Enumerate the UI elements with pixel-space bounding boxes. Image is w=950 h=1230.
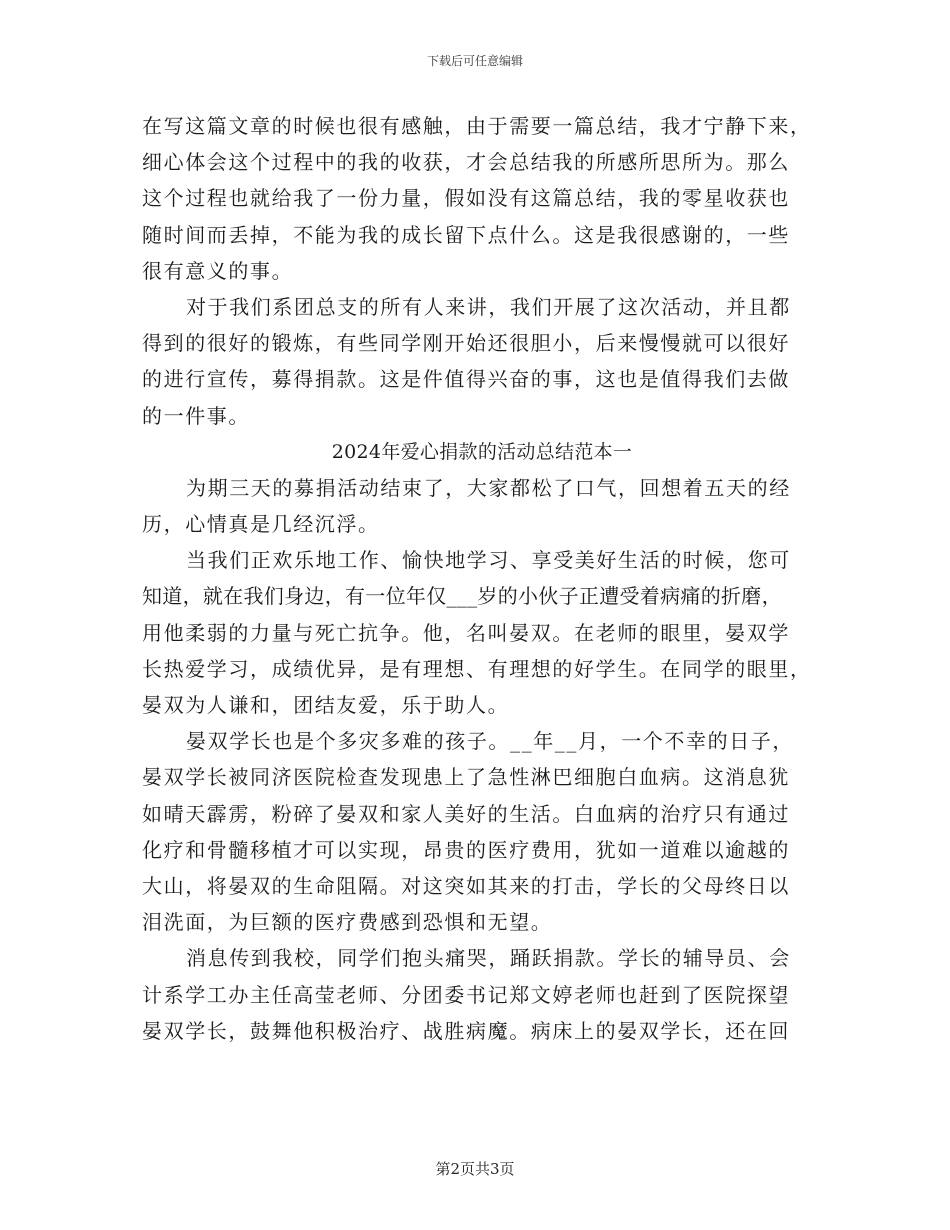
text-line: 大山，将晏双的生命阻隔。对这突如其来的打击，学长的父母终日以 bbox=[142, 873, 790, 898]
document-body bbox=[142, 108, 822, 1049]
text-line: 化疗和骨髓移植才可以实现，昂贵的医疗费用，犹如一道难以逾越的 bbox=[142, 837, 790, 862]
text-line: 对于我们系团总支的所有人来讲，我们开展了这次活动，并且都 bbox=[186, 294, 791, 319]
text-line: 知道，就在我们身边，有一位年仅___岁的小伙子正遭受着病痛的折磨， bbox=[142, 584, 782, 609]
text-line: 用他柔弱的力量与死亡抗争。他，名叫晏双。在老师的眼里，晏双学 bbox=[142, 620, 790, 645]
text-line: 历，心情真是几经沉浮。 bbox=[142, 512, 380, 537]
text-line: 当我们正欢乐地工作、愉快地学习、享受美好生活的时候，您可 bbox=[186, 548, 791, 573]
section-title: 2024年爱心捐款的活动总结范本一 bbox=[331, 440, 633, 463]
text-line: 为期三天的募捐活动结束了，大家都松了口气，回想着五天的经 bbox=[186, 475, 791, 500]
text-line: 这个过程也就给我了一份力量，假如没有这篇总结，我的零星收获也 bbox=[142, 186, 790, 211]
text-line: 晏双学长，鼓舞他积极治疗、战胜病魔。病床上的晏双学长，还在回 bbox=[142, 1018, 790, 1043]
text-line: 泪洗面，为巨额的医疗费感到恐惧和无望。 bbox=[142, 910, 553, 935]
text-line: 细心体会这个过程中的我的收获，才会总结我的所感所思所为。那么 bbox=[142, 150, 790, 175]
text-line: 消息传到我校，同学们抱头痛哭，踊跃捐款。学长的辅导员、会 bbox=[186, 946, 791, 971]
text-line: 得到的很好的锻炼，有些同学刚开始还很胆小，后来慢慢就可以很好 bbox=[142, 331, 790, 356]
text-line: 在写这篇文章的时候也很有感触，由于需要一篇总结，我才宁静下来， bbox=[142, 114, 812, 138]
text-line: 随时间而丢掉，不能为我的成长留下点什么。这是我很感谢的，一些 bbox=[142, 222, 790, 247]
text-line: 长热爱学习，成绩优异，是有理想、有理想的好学生。在同学的眼里， bbox=[142, 656, 812, 681]
text-line: 晏双学长被同济医院检查发现患上了急性淋巴细胞白血病。这消息犹 bbox=[142, 765, 790, 790]
text-line: 晏双为人谦和，团结友爱，乐于助人。 bbox=[142, 693, 510, 717]
text-line: 晏双学长也是个多灾多难的孩子。__年__月，一个不幸的日子， bbox=[186, 729, 794, 754]
text-line: 的一件事。 bbox=[142, 403, 250, 428]
page-footer: 第2页共3页 bbox=[435, 1160, 515, 1178]
text-line: 很有意义的事。 bbox=[142, 258, 294, 283]
text-line: 如晴天霹雳，粉碎了晏双和家人美好的生活。白血病的治疗只有通过 bbox=[142, 801, 790, 826]
page-header: 下载后可任意编辑 bbox=[426, 54, 523, 68]
text-line: 的进行宣传，募得捐款。这是件值得兴奋的事，这也是值得我们去做 bbox=[142, 367, 790, 392]
text-line: 计系学工办主任高莹老师、分团委书记郑文婷老师也赶到了医院探望 bbox=[142, 982, 790, 1007]
